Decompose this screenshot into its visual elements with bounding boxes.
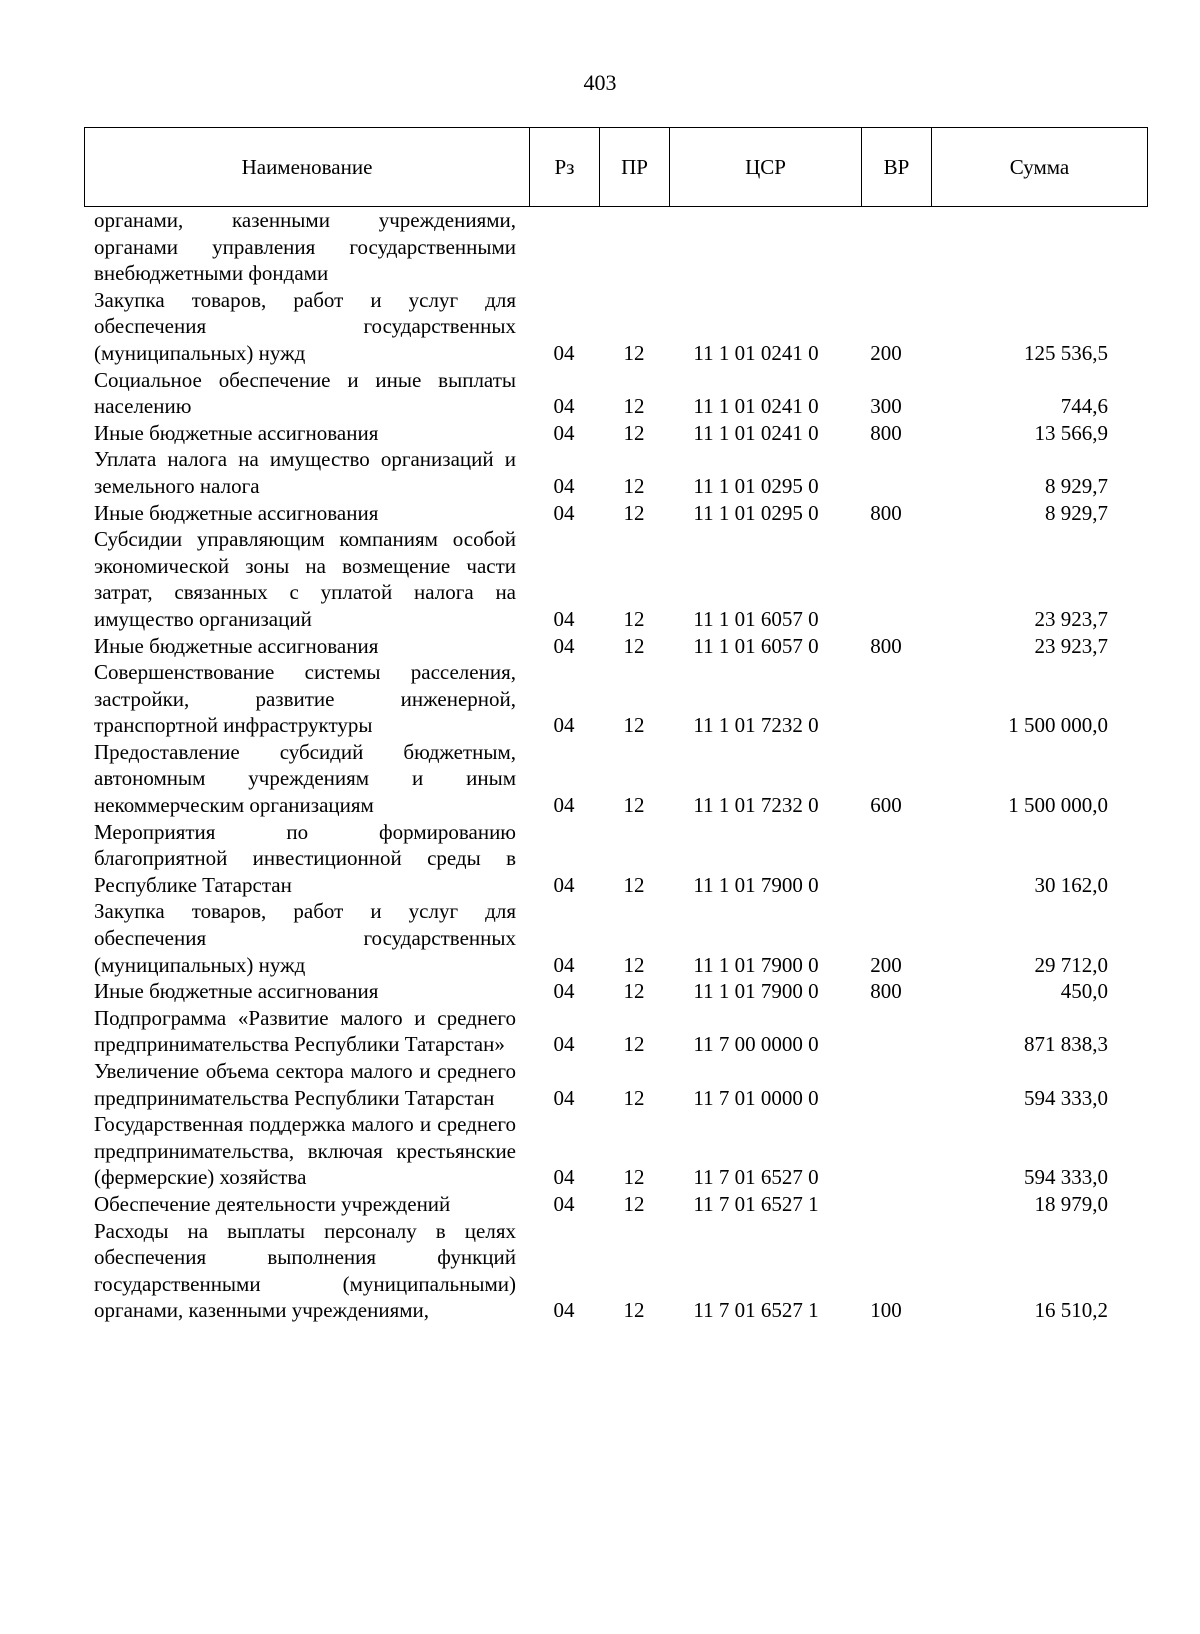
row-pr: 12: [623, 793, 645, 818]
row-csr: 11 1 01 7900 0: [693, 872, 819, 897]
row-csr: 11 1 01 6057 0: [693, 633, 819, 658]
row-name: Закупка товаров, работ и услуг для обеспечения государственных (муниципальных) нужд: [94, 899, 516, 977]
row-name: Закупка товаров, работ и услуг для обеспечения государственных (муниципальных) нужд: [94, 287, 516, 365]
row-sum: 30 162,0: [1034, 872, 1108, 897]
row-pr: 12: [623, 979, 645, 1004]
header-pr: ПР: [600, 128, 670, 206]
table-row: [0, 287, 1200, 367]
table-row: [0, 1111, 1200, 1191]
row-rz: 04: [553, 606, 575, 631]
table-row: [0, 367, 1200, 420]
row-csr: 11 1 01 7232 0: [693, 713, 819, 738]
table-row: [0, 1058, 1200, 1111]
row-csr: 11 1 01 7900 0: [693, 979, 819, 1004]
row-pr: 12: [623, 1032, 645, 1057]
row-pr: 12: [623, 473, 645, 498]
table-row: [0, 819, 1200, 899]
row-name: Социальное обеспечение и иные выплаты населению: [94, 367, 516, 419]
row-rz: 04: [553, 1165, 575, 1190]
row-sum: 8 929,7: [1045, 473, 1108, 498]
table-row: [0, 1005, 1200, 1058]
row-csr: 11 1 01 0241 0: [693, 340, 819, 365]
row-rz: 04: [553, 1085, 575, 1110]
row-csr: 11 1 01 7900 0: [693, 952, 819, 977]
header-csr: ЦСР: [670, 128, 862, 206]
table-row: [0, 659, 1200, 739]
row-csr: 11 7 01 6527 1: [693, 1191, 819, 1216]
row-pr: 12: [623, 1298, 645, 1323]
row-name: Обеспечение деятельности учреждений: [94, 1191, 451, 1216]
row-sum: 450,0: [1060, 979, 1108, 1004]
table-row: [0, 739, 1200, 819]
header-name: Наименование: [85, 128, 530, 206]
row-csr: 11 1 01 0241 0: [693, 420, 819, 445]
row-name: Государственная поддержка малого и среднего предпринимательства, включая крестьянские (фермерские) хозяйства: [94, 1112, 516, 1190]
row-rz: 04: [553, 1298, 575, 1323]
row-sum: 1 500 000,0: [1008, 793, 1108, 818]
row-vr: 800: [870, 633, 902, 658]
row-csr: 11 7 00 0000 0: [693, 1032, 819, 1057]
row-vr: 100: [870, 1298, 902, 1323]
row-pr: 12: [623, 1191, 645, 1216]
row-pr: 12: [623, 420, 645, 445]
header-sum: Сумма: [1009, 154, 1070, 179]
row-pr: 12: [623, 713, 645, 738]
row-rz: 04: [553, 420, 575, 445]
row-rz: 04: [553, 633, 575, 658]
table-row: [0, 420, 1200, 447]
row-rz: 04: [553, 394, 575, 419]
row-rz: 04: [553, 1191, 575, 1216]
table-body: [0, 207, 1200, 1324]
table-row: [0, 526, 1200, 632]
row-name: Иные бюджетные ассигнования: [94, 500, 379, 525]
row-sum: 16 510,2: [1034, 1298, 1108, 1323]
row-name: Совершенствование системы расселения, застройки, развитие инженерной, транспортной инфраструктуры: [94, 660, 516, 738]
table-header: [84, 127, 1148, 207]
row-name: Подпрограмма «Развитие малого и среднего предпринимательства Республики Татарстан»: [94, 1005, 516, 1057]
header-vr: ВР: [862, 128, 932, 206]
row-rz: 04: [553, 952, 575, 977]
row-rz: 04: [553, 1032, 575, 1057]
row-csr: 11 1 01 6057 0: [693, 606, 819, 631]
row-pr: 12: [623, 340, 645, 365]
row-csr: 11 1 01 0295 0: [693, 473, 819, 498]
row-pr: 12: [623, 1085, 645, 1110]
row-vr: 200: [870, 340, 902, 365]
row-sum: 125 536,5: [1024, 340, 1108, 365]
table-row: [0, 446, 1200, 499]
row-name: органами, казенными учреждениями, органами управления государственными внебюджетными фондами: [94, 208, 516, 286]
row-csr: 11 7 01 0000 0: [693, 1085, 819, 1110]
row-pr: 12: [623, 1165, 645, 1190]
row-vr: 800: [870, 500, 902, 525]
row-csr: 11 7 01 6527 0: [693, 1165, 819, 1190]
row-vr: 200: [870, 952, 902, 977]
row-vr: 300: [870, 394, 902, 419]
row-pr: 12: [623, 606, 645, 631]
row-rz: 04: [553, 340, 575, 365]
table-row: [0, 633, 1200, 660]
row-pr: 12: [623, 952, 645, 977]
table-row: [0, 898, 1200, 978]
row-csr: 11 1 01 0241 0: [693, 394, 819, 419]
table-row: [0, 1218, 1200, 1324]
row-name: Иные бюджетные ассигнования: [94, 633, 379, 658]
table-row: [0, 978, 1200, 1005]
row-vr: 800: [870, 979, 902, 1004]
row-sum: 23 923,7: [1034, 606, 1108, 631]
row-rz: 04: [553, 872, 575, 897]
row-sum: 8 929,7: [1045, 500, 1108, 525]
row-pr: 12: [623, 633, 645, 658]
row-rz: 04: [553, 713, 575, 738]
row-sum: 1 500 000,0: [1008, 713, 1108, 738]
row-csr: 11 1 01 0295 0: [693, 500, 819, 525]
row-pr: 12: [623, 394, 645, 419]
row-name: Увеличение объема сектора малого и среднего предпринимательства Республики Татарстан: [94, 1059, 516, 1110]
header-rz: Рз: [530, 128, 600, 206]
row-name: Мероприятия по формированию благоприятной инвестиционной среды в Республике Татарстан: [94, 819, 516, 897]
row-sum: 744,6: [1060, 394, 1108, 419]
row-sum: 23 923,7: [1034, 633, 1108, 658]
row-name: Уплата налога на имущество организаций и земельного налога: [94, 447, 516, 498]
row-pr: 12: [623, 872, 645, 897]
row-rz: 04: [553, 793, 575, 818]
page-number: 403: [583, 70, 617, 95]
row-name: Расходы на выплаты персоналу в целях обеспечения выполнения функций государственными (муниципальными) органами, казенными учреждениями,: [94, 1218, 516, 1323]
row-name: Субсидии управляющим компаниям особой экономической зоны на возмещение части затрат, связанных с уплатой налога на имущество организаций: [94, 527, 516, 631]
row-name: Иные бюджетные ассигнования: [94, 420, 379, 445]
table-row: [0, 207, 1200, 287]
row-rz: 04: [553, 500, 575, 525]
row-vr: 600: [870, 793, 902, 818]
row-sum: 871 838,3: [1024, 1032, 1108, 1057]
row-sum: 594 333,0: [1024, 1085, 1108, 1110]
row-sum: 594 333,0: [1024, 1165, 1108, 1190]
row-csr: 11 1 01 7232 0: [693, 793, 819, 818]
table-row: [0, 1191, 1200, 1218]
row-rz: 04: [553, 979, 575, 1004]
table-row: [0, 500, 1200, 527]
row-sum: 13 566,9: [1034, 420, 1108, 445]
row-sum: 18 979,0: [1034, 1191, 1108, 1216]
row-vr: 800: [870, 420, 902, 445]
row-pr: 12: [623, 500, 645, 525]
row-name: Предоставление субсидий бюджетным, автономным учреждениям и иным некоммерческим организациям: [94, 739, 516, 818]
row-sum: 29 712,0: [1034, 952, 1108, 977]
row-rz: 04: [553, 473, 575, 498]
row-csr: 11 7 01 6527 1: [693, 1298, 819, 1323]
row-name: Иные бюджетные ассигнования: [94, 979, 379, 1004]
